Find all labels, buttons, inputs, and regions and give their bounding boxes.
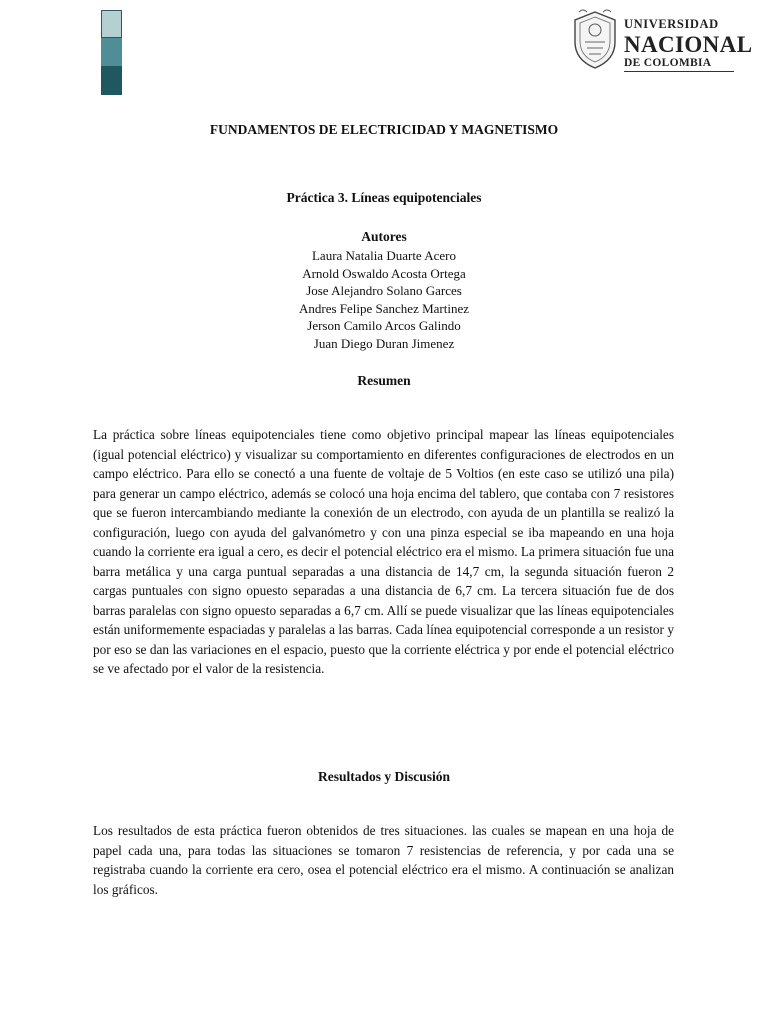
logo-line-colombia: DE COLOMBIA xyxy=(624,58,734,73)
results-paragraph: Los resultados de esta práctica fueron obtenidos de tres situaciones. las cuales se mapean en una hoja de papel cada una, para todas las situaciones se tomaron 7 resistencias de referencia, y por cada una se registraba cuando la corriente era cero, osea el potencial eléctrico era el mismo. A continuación se analizan los gráficos. xyxy=(93,823,674,897)
author-list xyxy=(0,247,768,353)
practice-title: Práctica 3. Líneas equipotenciales xyxy=(286,190,482,205)
course-title: FUNDAMENTOS DE ELECTRICIDAD Y MAGNETISMO xyxy=(209,122,559,137)
authors-heading: Autores xyxy=(361,229,407,244)
abstract-paragraph: La práctica sobre líneas equipotenciales tiene como objetivo principal mapear las líneas equipotenciales (igual potencial eléctrico) y visualizar su comportamiento en diferentes configuraciones de electrodos en un campo eléctrico. Para ello se conectó a una fuente de voltaje de 5 Voltios (en este caso se utilizó una pila) para generar un campo eléctrico, además se colocó una hoja encima del tablero, que contaba con 7 resistores que se fueron intercambiando mediante la conexión de un electrodo, con ayuda de un plantilla se realizó la configuración, luego con ayuda del galvanómetro y con una pinza especial se iba mapeando en una hoja cuando la corriente era igual a cero, es decir el potencial eléctrico era el mismo. La primera situación fue una barra metálica y una carga puntual separadas a una distancia de 14,7 cm, la segunda situación fueron 2 cargas puntuales con signo opuesto separadas a una distancia de 6,7 cm. La tercera situación fue de dos barras paralelas con signo opuesto separadas a 6,7 cm. Allí se puede visualizar que las líneas equipotenciales están uniformemente espaciadas y paralelas a las barras. Cada línea equipotencial corresponde a un resistor y por eso se dan las variaciones en el espacio, puesto que la corriente eléctrica y por ende el potencial eléctrico se ve afectado por el valor de la resistencia. xyxy=(93,427,674,676)
author-name: Jose Alejandro Solano Garces xyxy=(306,283,462,299)
university-logo xyxy=(567,6,753,74)
author-name: Juan Diego Duran Jimenez xyxy=(313,335,455,351)
logo-line-nacional: NACIONAL xyxy=(624,31,753,57)
abstract-heading: Resumen xyxy=(357,373,411,388)
header-color-block-light xyxy=(101,10,122,38)
results-heading: Resultados y Discusión xyxy=(317,769,451,784)
author-name: Arnold Oswaldo Acosta Ortega xyxy=(302,265,466,281)
author-name: Jerson Camilo Arcos Galindo xyxy=(307,318,461,334)
header-color-block-dark xyxy=(101,66,122,95)
logo-line-universidad: UNIVERSIDAD xyxy=(624,17,719,31)
university-seal-icon xyxy=(569,8,621,72)
header-color-block-mid xyxy=(101,38,122,66)
author-name: Andres Felipe Sanchez Martinez xyxy=(298,300,470,316)
logo-wordmark xyxy=(624,18,752,72)
author-name: Laura Natalia Duarte Acero xyxy=(311,248,456,263)
